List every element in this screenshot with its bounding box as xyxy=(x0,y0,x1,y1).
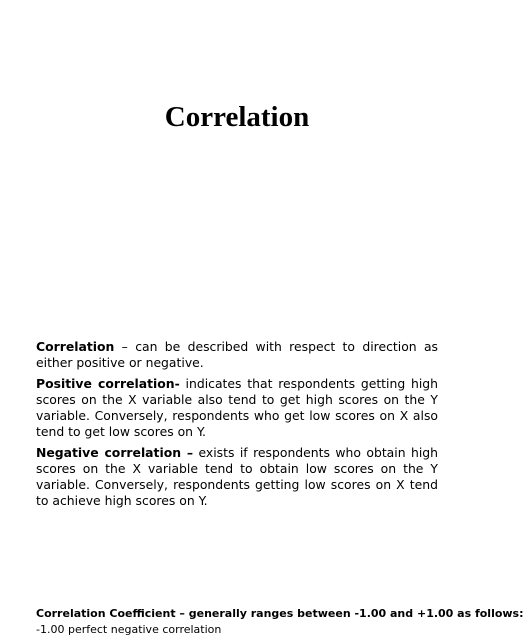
definition-text: indicates that respondents getting high scores on the X variable also tend to get high scores on the Y variable. Conversely, respondents who get low scores on X also tend to get low scores on Y. xyxy=(36,376,438,439)
definition-negative-correlation xyxy=(36,445,438,509)
coefficient-item: -1.00 perfect negative correlation xyxy=(36,623,222,636)
page-title: Correlation xyxy=(164,101,310,133)
coefficient-heading: Correlation Coefficient – generally ranges between -1.00 and +1.00 as follows: xyxy=(36,607,524,620)
definition-correlation xyxy=(36,339,438,371)
definition-term: Positive correlation- xyxy=(36,376,180,391)
definitions-section xyxy=(36,339,438,514)
definition-text: exists if respondents who obtain high scores on the X variable tend to obtain low scores on the Y variable. Conversely, respondents getting low scores on X tend to achieve high scores on Y. xyxy=(36,445,439,508)
coefficient-section xyxy=(36,606,524,638)
definition-term: Correlation xyxy=(36,339,115,354)
definition-term: Negative correlation – xyxy=(36,445,194,460)
definition-text: – can be described with respect to direction as either positive or negative. xyxy=(36,339,438,370)
definition-positive-correlation xyxy=(36,376,438,440)
